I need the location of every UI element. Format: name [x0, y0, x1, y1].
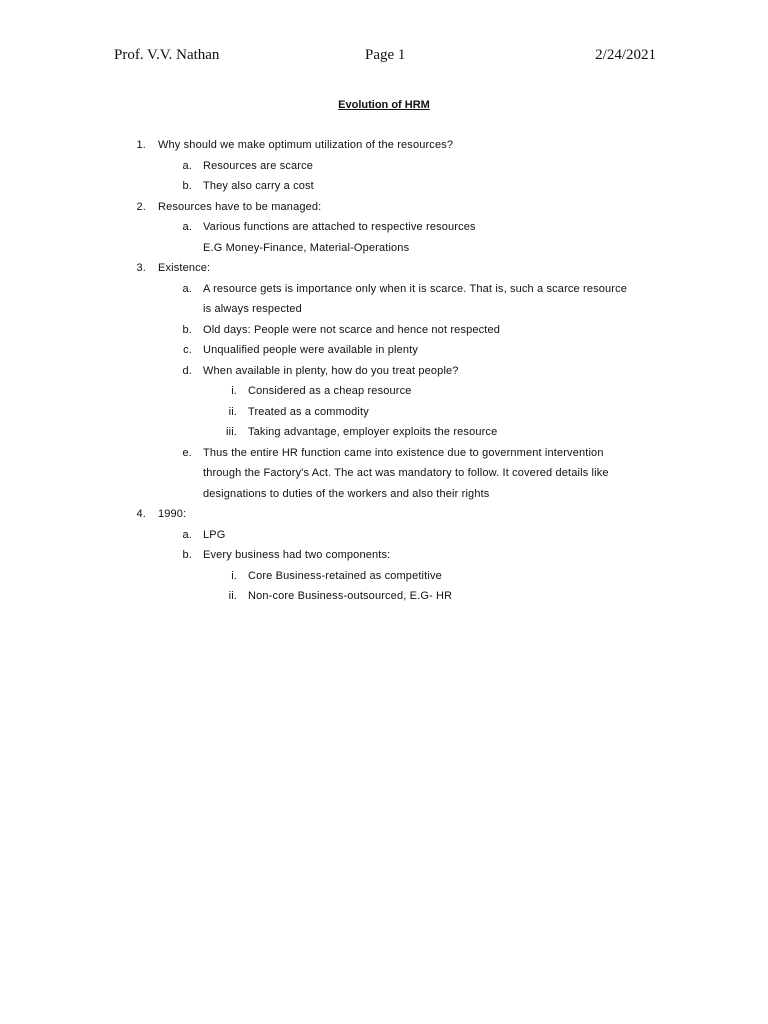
list-item-3e [0, 443, 768, 464]
list-item-text: LPG [203, 528, 226, 541]
list-marker: a. [182, 221, 192, 233]
list-item-3a [0, 279, 768, 300]
list-item-3c [0, 340, 768, 361]
outline-list [0, 135, 768, 607]
list-item-text: Existence: [158, 262, 211, 274]
list-item-3e-continuation [0, 484, 768, 505]
list-marker: i. [231, 385, 237, 397]
list-item-text: A resource gets is importance only when it is scarce. That is, such a scarce resource [203, 282, 628, 295]
list-marker: b. [182, 549, 192, 561]
list-item-text: 1990: [158, 508, 187, 520]
header-author: Prof. V.V. Nathan [114, 47, 220, 63]
list-item-3d [0, 361, 768, 382]
header-page-number: Page 1 [365, 47, 406, 63]
list-item-text: through the Factory's Act. The act was mandatory to follow. It covered details like [203, 467, 609, 479]
list-item-text: Thus the entire HR function came into existence due to government intervention [203, 446, 604, 459]
list-item-3d-i [0, 381, 768, 402]
list-item-text: is always respected [203, 303, 302, 315]
list-item-3d-ii [0, 402, 768, 423]
list-item-3b [0, 320, 768, 341]
document-title: Evolution of HRM [338, 99, 430, 111]
list-item-text: designations to duties of the workers and also their rights [203, 487, 490, 500]
list-marker: a. [182, 282, 192, 295]
list-item-4b-i [0, 566, 768, 587]
list-marker: a. [182, 159, 192, 172]
list-item-text: When available in plenty, how do you treat people? [203, 364, 459, 377]
list-item-2a-continuation [0, 238, 768, 259]
list-item-1 [0, 135, 768, 156]
list-marker: b. [182, 323, 192, 336]
list-item-text: Non-core Business-outsourced, E.G- HR [248, 590, 453, 602]
list-item-text: Core Business-retained as competitive [248, 569, 442, 582]
list-item-text: E.G Money-Finance, Material-Operations [203, 241, 410, 254]
list-marker: ii. [228, 405, 237, 418]
list-item-4b [0, 545, 768, 566]
list-item-3 [0, 258, 768, 279]
list-item-text: Old days: People were not scarce and hence not respected [203, 323, 501, 336]
list-item-text: Considered as a cheap resource [248, 385, 412, 397]
list-item-text: Why should we make optimum utilization of the resources? [158, 139, 454, 151]
list-item-2 [0, 197, 768, 218]
list-item-text: Taking advantage, employer exploits the resource [248, 426, 498, 438]
list-marker: ii. [228, 590, 237, 602]
list-marker: 2. [136, 200, 146, 213]
list-marker: iii. [226, 426, 237, 438]
list-item-4 [0, 504, 768, 525]
list-marker: d. [182, 364, 192, 377]
header-date: 2/24/2021 [595, 47, 656, 63]
list-item-2a [0, 217, 768, 238]
list-marker: c. [183, 344, 192, 356]
list-item-3e-continuation [0, 463, 768, 484]
list-item-text: Every business had two components: [203, 549, 391, 561]
list-item-text: Resources have to be managed: [158, 200, 322, 213]
list-item-text: Various functions are attached to respective resources [203, 221, 476, 233]
list-item-3d-iii [0, 422, 768, 443]
list-marker: i. [231, 569, 237, 582]
list-marker: 4. [136, 508, 146, 520]
list-item-4b-ii [0, 586, 768, 607]
list-item-3a-continuation [0, 299, 768, 320]
list-item-4a [0, 525, 768, 546]
list-marker: b. [182, 180, 192, 192]
list-item-text: Unqualified people were available in plenty [203, 344, 418, 356]
list-marker: 1. [136, 139, 146, 151]
list-marker: 3. [136, 262, 146, 274]
list-item-text: Treated as a commodity [248, 405, 369, 418]
list-item-1b [0, 176, 768, 197]
list-marker: e. [182, 446, 192, 459]
list-item-text: Resources are scarce [203, 159, 313, 172]
list-item-text: They also carry a cost [203, 180, 314, 192]
list-item-1a [0, 156, 768, 177]
list-marker: a. [182, 528, 192, 541]
